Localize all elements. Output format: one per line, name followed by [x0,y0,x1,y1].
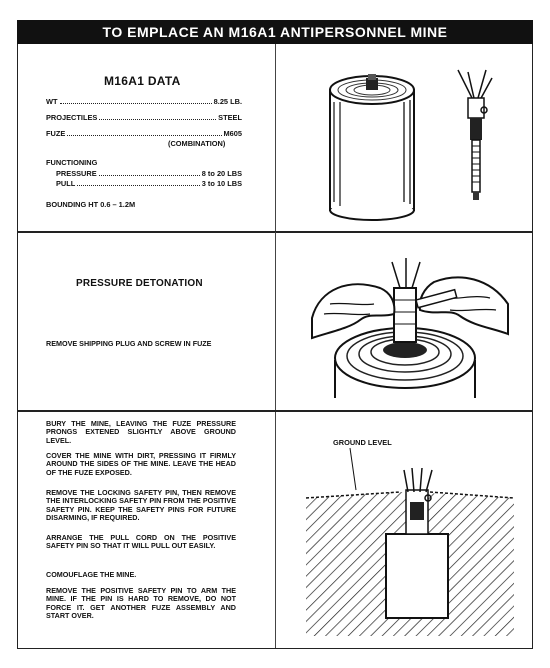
leader-dots [99,119,216,120]
fuze-installation-illustration [310,248,510,408]
fuze-value: M605 [223,129,242,138]
column-divider [275,232,276,410]
step-5: COMOUFLAGE THE MINE. [46,570,137,579]
functioning-label: FUNCTIONING [46,158,98,167]
column-divider [275,44,276,231]
mine-canister-illustration [318,62,428,222]
fuze-illustration [452,68,502,228]
leader-dots [60,103,212,104]
projectiles-value: STEEL [218,113,242,122]
step-1: BURY THE MINE, LEAVING THE FUZE PRESSURE PRONGS EXTENED SLIGHTLY ABOVE GROUND LEVEL. [46,419,236,445]
pull-label: PULL [56,179,76,188]
leader-dots [77,185,199,186]
fuze-row [46,129,242,138]
pressure-detonation-title: PRESSURE DETONATION [76,278,203,289]
step-6: REMOVE THE POSITIVE SAFETY PIN TO ARM THE MINE. IF THE PIN IS HARD TO REMOVE, DO NOT FORCE IT. GET ANOTHER FUZE ASSEMBLY AND START OVER. [46,586,236,620]
wt-value: 8.25 LB. [213,97,242,106]
step-3: REMOVE THE LOCKING SAFETY PIN, THEN REMOVE THE INTERLOCKING SAFETY PIN FROM THE POSITIVE SAFETY PIN. KEEP THE SAFETY PINS FOR FUTURE DISARMING, IF REQUIRED. [46,488,236,522]
projectiles-row [46,113,242,122]
pressure-row [56,169,242,178]
wt-label: WT [46,97,58,106]
pressure-instruction: REMOVE SHIPPING PLUG AND SCREW IN FUZE [46,339,212,348]
step-2: COVER THE MINE WITH DIRT, PRESSING IT FIRMLY AROUND THE SIDES OF THE MINE. LEAVE THE HEAD OF THE FUZE EXPOSED. [46,451,236,477]
buried-mine-diagram [300,446,520,646]
pressure-label: PRESSURE [56,169,97,178]
leader-dots [67,135,221,136]
pull-value: 3 to 10 LBS [201,179,242,188]
data-panel-title: M16A1 DATA [104,74,181,88]
fuze-label: FUZE [46,129,66,138]
bounding-height: BOUNDING HT 0.6 – 1.2M [46,200,136,209]
pressure-value: 8 to 20 LBS [201,169,242,178]
pull-row [56,179,242,188]
fuze-note: (COMBINATION) [168,139,226,148]
leader-dots [99,175,200,176]
wt-row [46,97,242,106]
column-divider [275,412,276,648]
page-title: TO EMPLACE AN M16A1 ANTIPERSONNEL MINE [17,20,533,44]
step-4: ARRANGE THE PULL CORD ON THE POSITIVE SAFETY PIN SO THAT IT WILL PULL OUT EASILY. [46,533,236,551]
ground-level-label: GROUND LEVEL [333,438,392,447]
projectiles-label: PROJECTILES [46,113,98,122]
ground-level-pointer [350,448,356,490]
